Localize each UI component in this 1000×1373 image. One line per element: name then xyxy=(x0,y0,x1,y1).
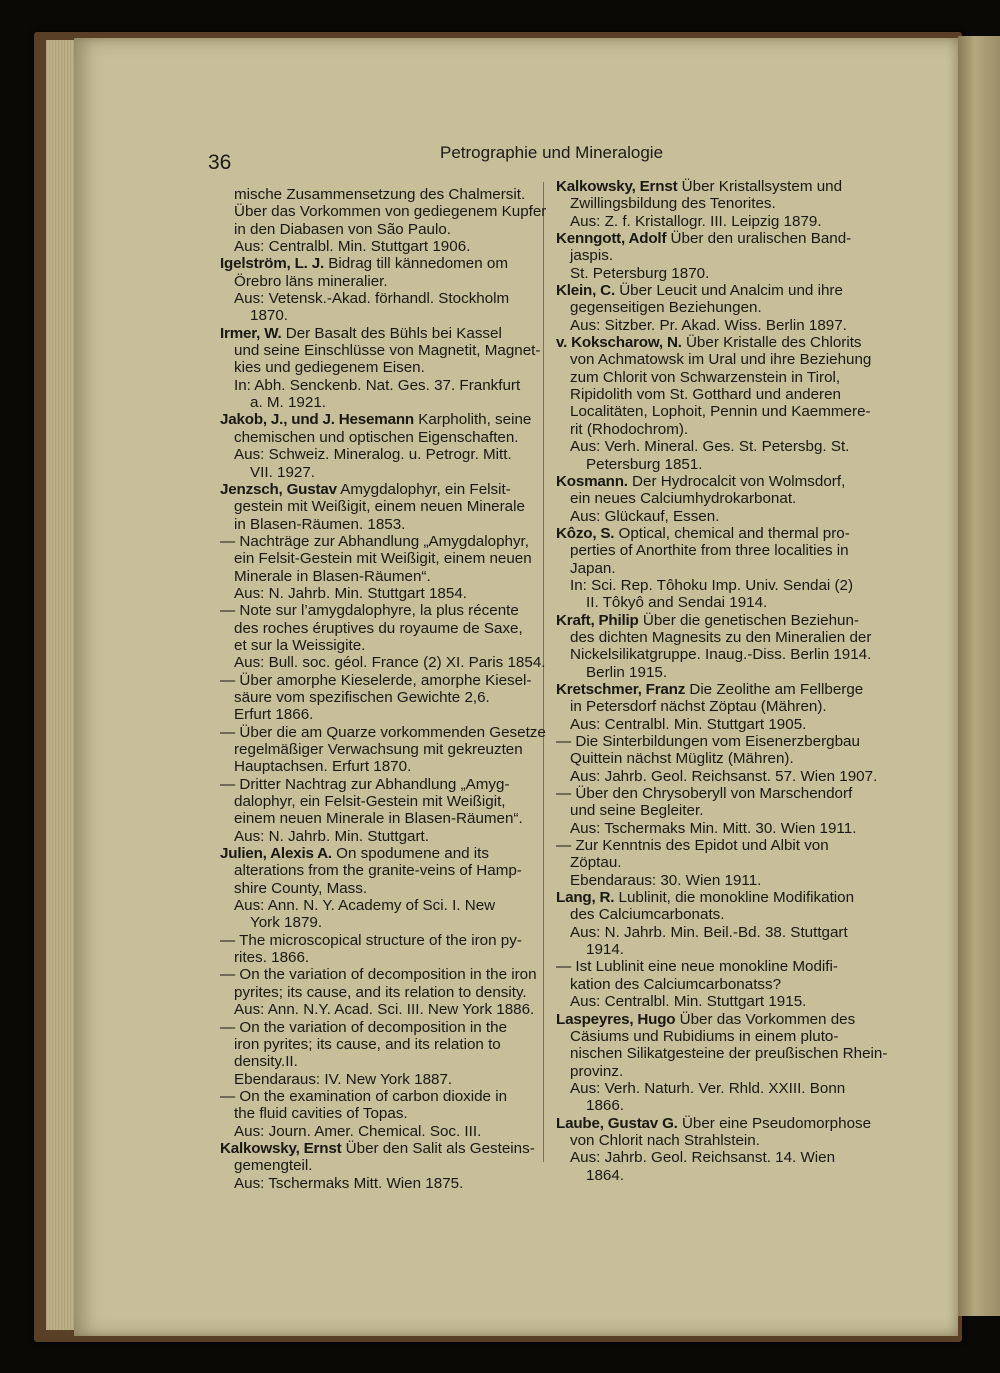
entry-text: St. Petersburg 1870. xyxy=(570,264,710,282)
entry-text: iron pyrites; its cause, and its relation to xyxy=(234,1035,501,1053)
bibliography-line xyxy=(556,351,890,368)
entry-text: Über Leucit und Analcim und ihre xyxy=(614,282,843,300)
bibliography-line xyxy=(556,785,890,802)
bibliography-line xyxy=(556,508,890,525)
bibliography-entry-start xyxy=(220,845,546,862)
bibliography-line xyxy=(556,802,890,819)
bibliography-entry-start xyxy=(556,681,890,698)
bibliography-entry-start xyxy=(220,481,546,498)
entry-text: dalophyr, ein Felsit-Gestein mit Weißigit, xyxy=(234,793,506,811)
bibliography-line xyxy=(220,1105,546,1122)
bibliography-line xyxy=(556,820,890,837)
entry-text: et sur la Weissigite. xyxy=(234,636,366,654)
entry-text: Aus: Sitzber. Pr. Akad. Wiss. Berlin 1897. xyxy=(570,316,847,334)
bibliography-entry-start xyxy=(556,282,890,299)
author-name: Lang, R. xyxy=(556,889,615,907)
bibliography-line xyxy=(220,828,546,845)
author-name: Laube, Gustav G. xyxy=(556,1114,678,1132)
bibliography-line xyxy=(556,837,890,854)
entry-text: ein neues Calciumhydrokarbonat. xyxy=(570,490,797,508)
bibliography-line xyxy=(220,533,546,550)
entry-text: einem neuen Minerale in Blasen-Räumen“. xyxy=(234,810,523,828)
entry-text: Cäsiums und Rubidiums in einem pluto- xyxy=(570,1027,839,1045)
bibliography-entry-start xyxy=(556,889,890,906)
entry-text: gemengteil. xyxy=(234,1157,313,1175)
entry-text: Quittein nächst Müglitz (Mähren). xyxy=(570,750,794,768)
bibliography-line xyxy=(220,758,546,775)
bibliography-line xyxy=(220,602,546,619)
entry-text: On spodumene and its xyxy=(331,845,489,863)
bibliography-line xyxy=(220,498,546,515)
author-name: Klein, C. xyxy=(556,282,615,300)
entry-text: perties of Anorthite from three localities in xyxy=(570,542,849,560)
entry-text: Über das Vorkommen von gediegenem Kupfer xyxy=(234,203,546,221)
bibliography-line xyxy=(220,446,546,463)
bibliography-entry-start xyxy=(220,411,546,428)
bibliography-line xyxy=(556,438,890,455)
bibliography-line xyxy=(220,290,546,307)
entry-text: Bidrag till kännedomen om xyxy=(323,255,509,273)
entry-text: Aus: Centralbl. Min. Stuttgart 1915. xyxy=(570,993,807,1011)
bibliography-line xyxy=(556,317,890,334)
bibliography-line xyxy=(556,594,890,611)
entry-text: und seine Einschlüsse von Magnetit, Magnet- xyxy=(234,342,541,360)
bibliography-line xyxy=(220,793,546,810)
bibliography-line xyxy=(556,768,890,785)
entry-text: Japan. xyxy=(570,559,616,577)
entry-text: — Dritter Nachtrag zur Abhandlung „Amyg- xyxy=(220,775,510,793)
entry-text: kation des Calciumcarbonatss? xyxy=(570,975,782,993)
entry-text: Örebro läns mineralier. xyxy=(234,272,388,290)
bibliography-line xyxy=(220,585,546,602)
entry-text: VII. 1927. xyxy=(250,463,316,481)
entry-text: alterations from the granite-veins of Hamp- xyxy=(234,862,522,880)
bibliography-entry-start xyxy=(556,178,890,195)
bibliography-line xyxy=(220,359,546,376)
entry-text: jaspis. xyxy=(570,247,614,265)
bibliography-line xyxy=(556,369,890,386)
bibliography-line xyxy=(556,976,890,993)
bibliography-line xyxy=(220,672,546,689)
bibliography-line xyxy=(220,550,546,567)
entry-text: Lublinit, die monokline Modifikation xyxy=(614,889,855,907)
bibliography-entry-start xyxy=(556,525,890,542)
bibliography-line xyxy=(556,1028,890,1045)
entry-text: Aus: Glückauf, Essen. xyxy=(570,507,720,525)
entry-text: Aus: Vetensk.-Akad. förhandl. Stockholm xyxy=(234,290,510,308)
entry-text: Aus: N. Jahrb. Min. Stuttgart 1854. xyxy=(234,584,467,602)
entry-text: Über die genetischen Beziehun- xyxy=(638,611,859,629)
author-name: Jakob, J., und J. Hesemann xyxy=(220,411,414,429)
entry-text: Aus: Ann. N. Y. Academy of Sci. I. New xyxy=(234,897,496,915)
entry-text: — Die Sinterbildungen vom Eisenerzbergbau xyxy=(556,733,860,750)
entry-text: Nickelsilikatgruppe. Inaug.-Diss. Berlin 1914. xyxy=(570,646,872,664)
entry-text: — On the variation of decomposition in the xyxy=(220,1018,508,1036)
bibliography-line xyxy=(556,664,890,681)
bibliography-line xyxy=(220,984,546,1001)
bibliography-line xyxy=(220,1036,546,1053)
bibliography-line xyxy=(556,456,890,473)
entry-text: rites. 1866. xyxy=(234,949,310,967)
bibliography-line xyxy=(220,464,546,481)
bibliography-line xyxy=(220,273,546,290)
bibliography-line xyxy=(220,394,546,411)
entry-text: chemischen und optischen Eigenschaften. xyxy=(234,428,519,446)
entry-text: Der Hydrocalcit von Wolmsdorf, xyxy=(627,472,846,490)
entry-text: Aus: Ann. N.Y. Acad. Sci. III. New York 1886. xyxy=(234,1001,535,1019)
bibliography-line xyxy=(220,966,546,983)
author-name: Kenngott, Adolf xyxy=(556,230,667,248)
bibliography-entry-start xyxy=(556,334,890,351)
bibliography-entry-start xyxy=(556,230,890,247)
bibliography-entry-start xyxy=(556,1115,890,1132)
bibliography-line xyxy=(220,654,546,671)
bibliography-line xyxy=(556,1097,890,1114)
entry-text: von Chlorit nach Strahlstein. xyxy=(570,1131,760,1149)
entry-text: Minerale in Blasen-Räumen“. xyxy=(234,567,431,585)
bibliography-entry-start xyxy=(220,1140,546,1157)
entry-text: des roches éruptives du royaume de Saxe, xyxy=(234,619,523,637)
bibliography-line xyxy=(220,741,546,758)
bibliography-line xyxy=(220,238,546,255)
bibliography-line xyxy=(556,716,890,733)
entry-text: Der Basalt des Bühls bei Kassel xyxy=(281,324,502,342)
bibliography-line xyxy=(556,195,890,212)
bibliography-line xyxy=(556,265,890,282)
entry-text: zum Chlorit von Schwarzenstein in Tirol, xyxy=(570,368,841,386)
entry-text: mische Zusammensetzung des Chalmersit. xyxy=(234,186,526,203)
left-column xyxy=(220,186,546,1192)
entry-text: Amygdalophyr, ein Felsit- xyxy=(336,480,511,498)
entry-text: Aus: Tschermaks Min. Mitt. 30. Wien 1911. xyxy=(570,819,857,837)
bibliography-entry-start xyxy=(556,1011,890,1028)
entry-text: Über den uralischen Band- xyxy=(666,230,852,248)
bibliography-line xyxy=(220,568,546,585)
bibliography-line xyxy=(220,1123,546,1140)
bibliography-line xyxy=(220,1175,546,1192)
entry-text: shire County, Mass. xyxy=(234,879,368,897)
entry-text: Aus: N. Jahrb. Min. Stuttgart. xyxy=(234,827,429,845)
bibliography-line xyxy=(556,698,890,715)
bibliography-line xyxy=(220,862,546,879)
facing-page-edge xyxy=(958,36,1000,1316)
entry-text: — On the variation of decomposition in the iron xyxy=(220,966,537,984)
bibliography-line xyxy=(220,1088,546,1105)
entry-text: Berlin 1915. xyxy=(586,663,668,681)
entry-text: — Nachträge zur Abhandlung „Amygdalophyr, xyxy=(220,532,529,550)
entry-text: Über eine Pseudomorphose xyxy=(677,1114,872,1132)
bibliography-line xyxy=(220,307,546,324)
bibliography-line xyxy=(556,1149,890,1166)
entry-text: rit (Rhodochrom). xyxy=(570,420,689,438)
entry-text: Über Kristallsystem und xyxy=(677,178,843,195)
entry-text: 1870. xyxy=(250,307,289,325)
bibliography-line xyxy=(556,750,890,767)
bibliography-line xyxy=(220,1053,546,1070)
bibliography-line xyxy=(220,689,546,706)
entry-text: regelmäßiger Verwachsung mit gekreuzten xyxy=(234,741,523,758)
entry-text: Aus: Journ. Amer. Chemical. Soc. III. xyxy=(234,1122,482,1140)
entry-text: In: Abh. Senckenb. Nat. Ges. 37. Frankfurt xyxy=(234,376,521,394)
bibliography-line xyxy=(220,706,546,723)
bibliography-line xyxy=(220,880,546,897)
bibliography-line xyxy=(220,932,546,949)
author-name: Jenzsch, Gustav xyxy=(220,480,337,498)
bibliography-line xyxy=(220,1157,546,1174)
entry-text: density.II. xyxy=(234,1053,298,1071)
bibliography-line xyxy=(220,776,546,793)
bibliography-line xyxy=(556,560,890,577)
entry-text: pyrites; its cause, and its relation to density. xyxy=(234,983,527,1001)
bibliography-line xyxy=(556,421,890,438)
bibliography-line xyxy=(556,299,890,316)
bibliography-line xyxy=(556,629,890,646)
entry-text: Aus: Tschermaks Mitt. Wien 1875. xyxy=(234,1174,464,1192)
entry-text: — Über amorphe Kieselerde, amorphe Kiesel- xyxy=(220,671,532,689)
entry-text: — Ist Lublinit eine neue monokline Modifi- xyxy=(556,958,838,976)
bibliography-line xyxy=(556,1080,890,1097)
bibliography-line xyxy=(556,1167,890,1184)
bibliography-line xyxy=(556,1063,890,1080)
page-number: 36 xyxy=(208,151,232,174)
entry-text: Hauptachsen. Erfurt 1870. xyxy=(234,758,412,776)
entry-text: Zwillingsbildung des Tenorites. xyxy=(570,195,776,213)
bibliography-line xyxy=(220,516,546,533)
author-name: Kalkowsky, Ernst xyxy=(556,178,678,195)
author-name: Julien, Alexis A. xyxy=(220,845,332,863)
bibliography-line xyxy=(556,403,890,420)
bibliography-line xyxy=(556,941,890,958)
bibliography-line xyxy=(220,724,546,741)
entry-text: — Zur Kenntnis des Epidot und Albit von xyxy=(556,837,829,855)
bibliography-line xyxy=(556,490,890,507)
bibliography-line xyxy=(556,386,890,403)
bibliography-line xyxy=(556,213,890,230)
entry-text: Aus: Jahrb. Geol. Reichsanst. 57. Wien 1907. xyxy=(570,767,878,785)
bibliography-line xyxy=(556,542,890,559)
entry-text: Ebendaraus: 30. Wien 1911. xyxy=(570,871,762,889)
author-name: Kosmann. xyxy=(556,472,628,490)
running-header: Petrographie und Mineralogie xyxy=(440,143,664,162)
entry-text: II. Tôkyô and Sendai 1914. xyxy=(586,594,768,612)
author-name: Laspeyres, Hugo xyxy=(556,1010,676,1028)
bibliography-line xyxy=(220,429,546,446)
bibliography-line xyxy=(220,186,546,203)
entry-text: — The microscopical structure of the iron py- xyxy=(220,931,522,949)
bibliography-line xyxy=(556,733,890,750)
entry-text: säure vom spezifischen Gewichte 2,6. xyxy=(234,688,490,706)
bibliography-line xyxy=(556,577,890,594)
entry-text: Aus: Jahrb. Geol. Reichsanst. 14. Wien xyxy=(570,1149,836,1167)
page-edges xyxy=(46,40,76,1330)
author-name: Kretschmer, Franz xyxy=(556,680,686,698)
bibliography-line xyxy=(220,637,546,654)
bibliography-line xyxy=(556,993,890,1010)
entry-text: gegenseitigen Beziehungen. xyxy=(570,299,762,317)
bibliography-line xyxy=(220,1019,546,1036)
entry-text: Aus: Bull. soc. géol. France (2) XI. Paris 1854. xyxy=(234,654,546,672)
entry-text: Aus: Verh. Naturh. Ver. Rhld. XXIII. Bonn xyxy=(570,1079,846,1097)
entry-text: — Über den Chrysoberyll von Marschendorf xyxy=(556,785,853,803)
entry-text: — On the examination of carbon dioxide in xyxy=(220,1087,508,1105)
entry-text: in Blasen-Räumen. 1853. xyxy=(234,515,406,533)
entry-text: — Über die am Quarze vorkommenden Gesetze xyxy=(220,723,546,741)
author-name: Igelström, L. J. xyxy=(220,255,324,273)
entry-text: Localitäten, Lophoit, Pennin und Kaemmere- xyxy=(570,403,871,421)
bibliography-line xyxy=(556,1045,890,1062)
entry-text: Karpholith, seine xyxy=(414,411,532,429)
bibliography-entry-start xyxy=(220,325,546,342)
entry-text: Aus: Centralbl. Min. Stuttgart 1906. xyxy=(234,238,471,256)
entry-text: 1864. xyxy=(586,1166,625,1184)
entry-text: des dichten Magnesits zu den Mineralien der xyxy=(570,628,872,646)
bibliography-line xyxy=(556,906,890,923)
entry-text: Über den Salit als Gesteins- xyxy=(341,1139,535,1157)
entry-text: Die Zeolithe am Fellberge xyxy=(685,680,864,698)
entry-text: Zöptau. xyxy=(570,854,622,872)
entry-text: Aus: Verh. Mineral. Ges. St. Petersbg. St. xyxy=(570,438,850,456)
entry-text: In: Sci. Rep. Tôhoku Imp. Univ. Sendai (2) xyxy=(570,576,854,594)
author-name: Kalkowsky, Ernst xyxy=(220,1139,342,1157)
author-name: Kraft, Philip xyxy=(556,611,639,629)
entry-text: 1914. xyxy=(586,941,625,959)
bibliography-line xyxy=(220,203,546,220)
bibliography-line xyxy=(556,872,890,889)
entry-text: in Petersdorf nächst Zöptau (Mähren). xyxy=(570,698,827,716)
entry-text: Über Kristalle des Chlorits xyxy=(681,334,862,352)
bibliography-line xyxy=(220,914,546,931)
bibliography-line xyxy=(220,897,546,914)
bibliography-line xyxy=(556,924,890,941)
entry-text: Ripidolith vom St. Gotthard und anderen xyxy=(570,386,842,404)
author-name: v. Kokscharow, N. xyxy=(556,334,682,352)
bibliography-line xyxy=(220,1001,546,1018)
entry-text: von Achmatowsk im Ural und ihre Beziehung xyxy=(570,351,872,369)
entry-text: ein Felsit-Gestein mit Weißigit, einem neuen xyxy=(234,550,532,568)
bibliography-entry-start xyxy=(220,255,546,272)
entry-text: nischen Silikatgesteine der preußischen Rhein- xyxy=(570,1045,888,1063)
entry-text: Aus: Centralbl. Min. Stuttgart 1905. xyxy=(570,715,807,733)
entry-text: Aus: Schweiz. Mineralog. u. Petrogr. Mitt. xyxy=(234,446,512,464)
bibliography-line xyxy=(556,247,890,264)
bibliography-line xyxy=(220,221,546,238)
entry-text: Erfurt 1866. xyxy=(234,706,314,724)
entry-text: — Note sur l’amygdalophyre, la plus récente xyxy=(220,602,519,620)
bibliography-line xyxy=(220,620,546,637)
bibliography-line xyxy=(220,377,546,394)
bibliography-line xyxy=(220,1071,546,1088)
entry-text: 1866. xyxy=(586,1097,625,1115)
bibliography-line xyxy=(556,1132,890,1149)
entry-text: Aus: N. Jahrb. Min. Beil.-Bd. 38. Stuttgart xyxy=(570,923,848,941)
entry-text: Über das Vorkommen des xyxy=(675,1010,856,1028)
entry-text: York 1879. xyxy=(250,914,323,932)
bibliography-line xyxy=(220,342,546,359)
entry-text: Aus: Z. f. Kristallogr. III. Leipzig 1879. xyxy=(570,212,822,230)
entry-text: a. M. 1921. xyxy=(250,394,326,412)
entry-text: gestein mit Weißigit, einem neuen Minerale xyxy=(234,498,525,516)
author-name: Irmer, W. xyxy=(220,324,282,342)
author-name: Kôzo, S. xyxy=(556,524,615,542)
entry-text: und seine Begleiter. xyxy=(570,802,704,820)
bibliography-line xyxy=(220,949,546,966)
entry-text: des Calciumcarbonats. xyxy=(570,906,725,924)
bibliography-line xyxy=(220,810,546,827)
entry-text: in den Diabasen von São Paulo. xyxy=(234,220,452,238)
bibliography-entry-start xyxy=(556,612,890,629)
bibliography-line xyxy=(556,958,890,975)
bibliography-line xyxy=(556,646,890,663)
right-column xyxy=(556,178,890,1184)
entry-text: the fluid cavities of Topas. xyxy=(234,1105,408,1123)
entry-text: Petersburg 1851. xyxy=(586,455,703,473)
entry-text: provinz. xyxy=(570,1062,624,1080)
entry-text: kies und gediegenem Eisen. xyxy=(234,359,425,377)
bibliography-line xyxy=(556,854,890,871)
entry-text: Ebendaraus: IV. New York 1887. xyxy=(234,1070,453,1088)
bibliography-entry-start xyxy=(556,473,890,490)
entry-text: Optical, chemical and thermal pro- xyxy=(614,524,850,542)
